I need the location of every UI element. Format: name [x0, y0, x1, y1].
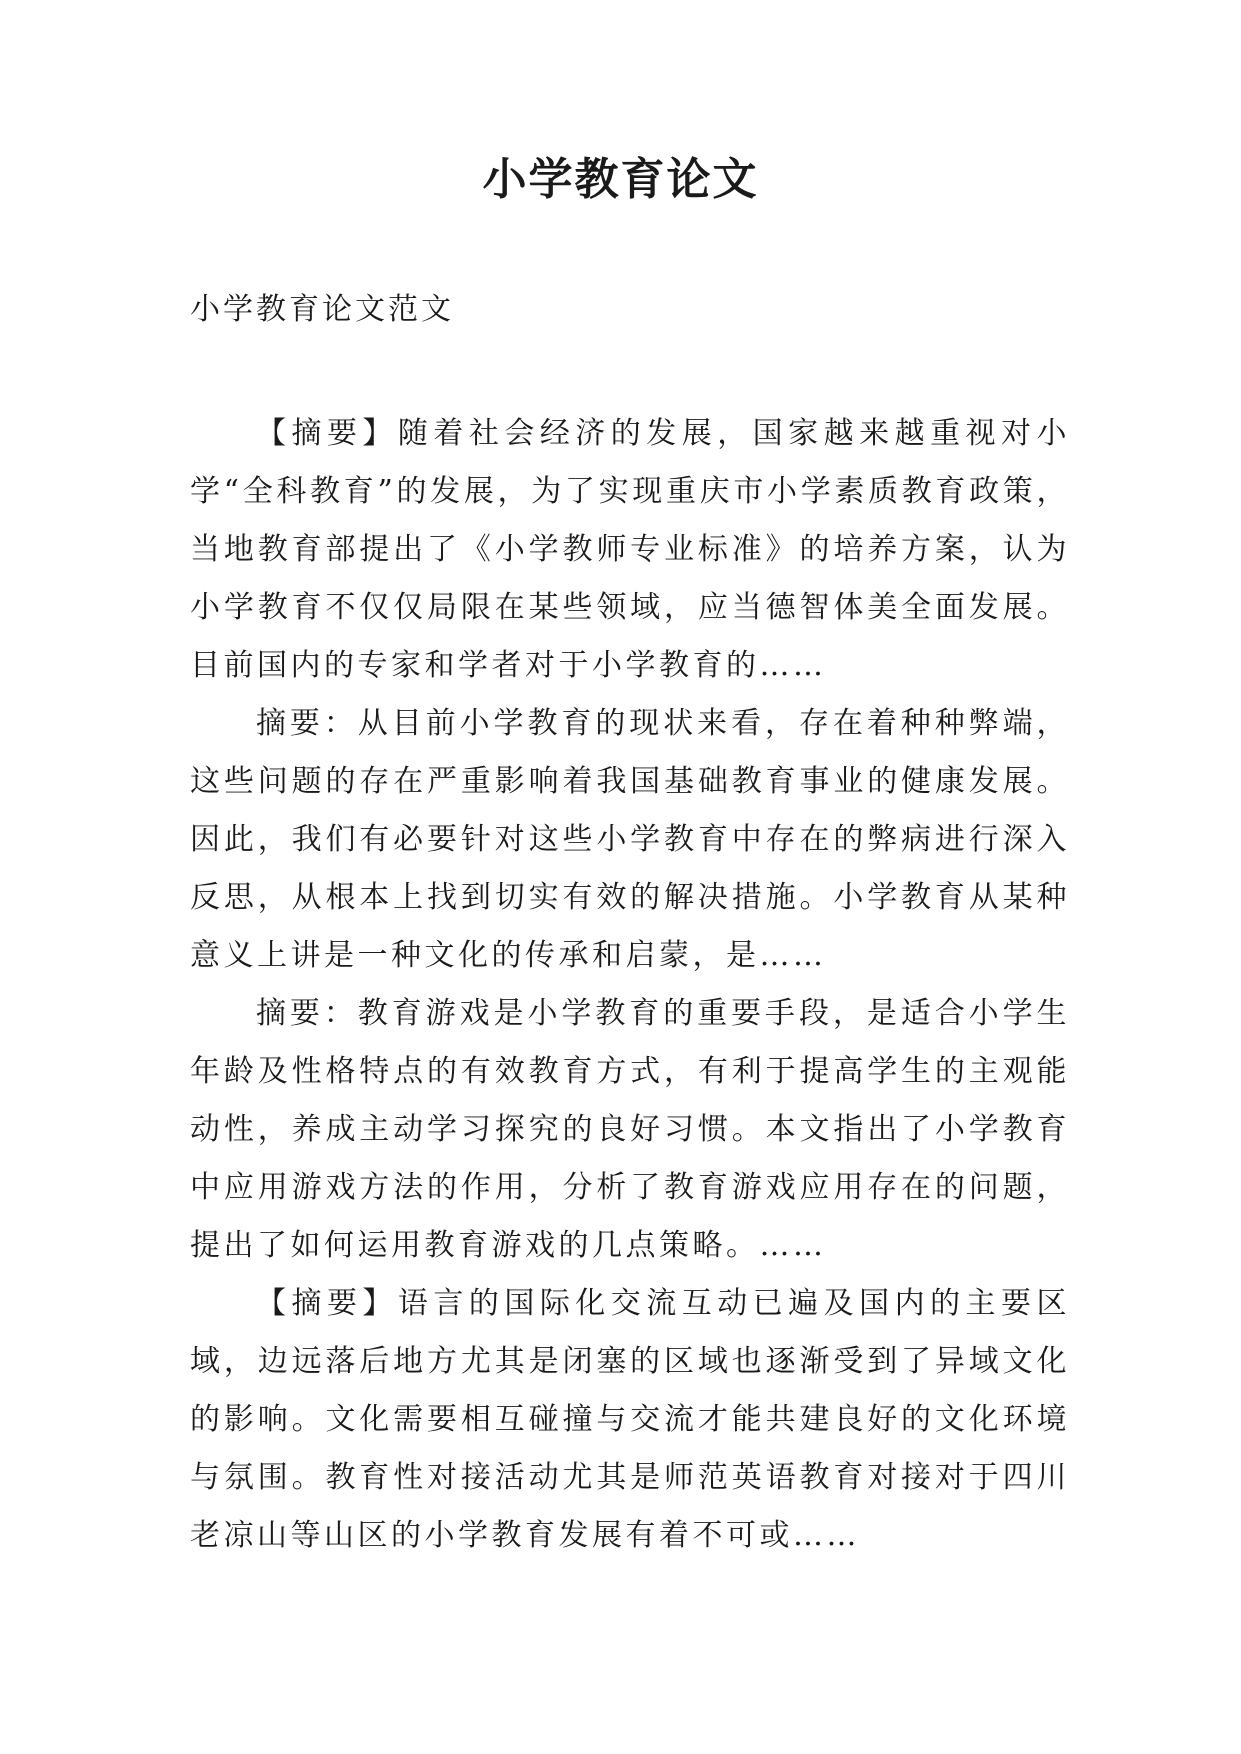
abstract-paragraph-2: 摘要：从目前小学教育的现状来看，存在着种种弊端，这些问题的存在严重影响着我国基础教育事业的健康发展。因此，我们有必要针对这些小学教育中存在的弊病进行深入反思，从根本上找到切实有效的解决措施。小学教育从某种意义上讲是一种文化的传承和启蒙，是……: [190, 706, 1070, 973]
document-title: 小学教育论文: [482, 154, 759, 205]
abstract-paragraph-4: 【摘要】语言的国际化交流互动已遍及国内的主要区域，边远落后地方尤其是闭塞的区域也逐渐受到了异域文化的影响。文化需要相互碰撞与交流才能共建良好的文化环境与氛围。教育性对接活动尤其是师范英语教育对接对于四川老凉山等山区的小学教育发展有着不可或……: [190, 1286, 1070, 1553]
document-body: [190, 405, 1070, 1565]
document-subtitle: 小学教育论文范文: [190, 292, 454, 327]
abstract-paragraph-1: 【摘要】随着社会经济的发展，国家越来越重视对小学“全科教育”的发展，为了实现重庆市小学素质教育政策，当地教育部提出了《小学教师专业标准》的培养方案，认为小学教育不仅仅局限在某些领域，应当德智体美全面发展。目前国内的专家和学者对于小学教育的……: [190, 416, 1070, 683]
abstract-paragraph-3: 摘要：教育游戏是小学教育的重要手段，是适合小学生年龄及性格特点的有效教育方式，有利于提高学生的主观能动性，养成主动学习探究的良好习惯。本文指出了小学教育中应用游戏方法的作用，分析了教育游戏应用存在的问题，提出了如何运用教育游戏的几点策略。……: [190, 996, 1070, 1263]
